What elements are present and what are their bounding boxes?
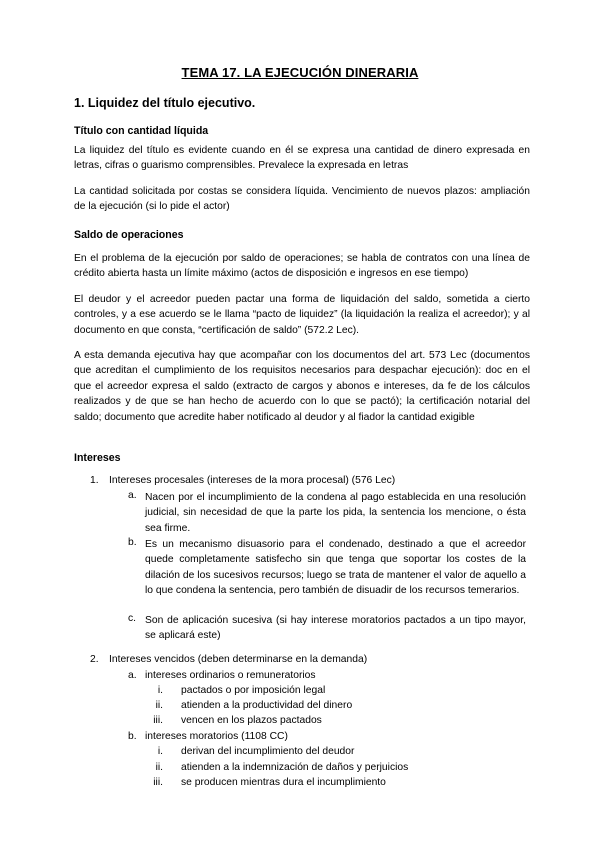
list-letter: b.	[128, 537, 137, 548]
list-letter: a.	[128, 490, 137, 501]
list-roman: iii.	[153, 715, 163, 726]
list-roman: i.	[157, 685, 163, 696]
list-item-intereses-vencidos: Intereses vencidos (deben determinarse en la demanda)	[109, 654, 368, 665]
list-item-ordinarios: intereses ordinarios o remuneratorios	[145, 670, 316, 681]
list-item-productividad: atienden a la productividad del dinero	[181, 700, 353, 711]
list-item-aplicacion: Son de aplicación sucesiva (si hay interese moratorios pactados a un tipo mayor, se aplicará este)	[145, 615, 526, 642]
paragraph-pacto-liquidez: El deudor y el acreedor pueden pactar una forma de liquidación del saldo, sometida a cierto controles, y a ese acuerdo se le llama “pacto de liquidez” (la liquidación la realiza el acreedor); y al documento en que consta, “certificación de saldo” (572.2 Lec).	[74, 294, 530, 336]
list-letter: a.	[128, 670, 137, 681]
section-heading-liquidez: 1. Liquidez del título ejecutivo.	[74, 96, 256, 110]
list-roman: iii.	[153, 777, 163, 788]
list-item-incumplimiento: se producen mientras dura el incumplimiento	[181, 777, 386, 788]
paragraph-liquidez-titulo: La liquidez del título es evidente cuando en él se expresa una cantidad de dinero expresada en letras, cifras o guarismo comprensibles. Prevalece la expresada en letras	[74, 145, 530, 172]
subheading-titulo-cantidad: Título con cantidad líquida	[74, 125, 209, 137]
list-item-mecanismo: Es un mecanismo disuasorio para el condenado, destinado a que el acreedor quede completamente satisfecho sin que tenga que soportar los costes de la dilación de los sucesivos recursos; luego se trata de mantener el valor de aquello a lo que condena la sentencia, pero también de disuadir de los recursos temerarios.	[145, 539, 526, 597]
paragraph-costas: La cantidad solicitada por costas se considera líquida. Vencimiento de nuevos plazos: ampliación de la ejecución (si lo pide el actor)	[74, 186, 530, 213]
list-number: 1.	[90, 475, 99, 486]
list-roman: ii.	[155, 700, 163, 711]
paragraph-saldo-problema: En el problema de la ejecución por saldo de operaciones; se habla de contratos con una línea de crédito abierta hasta un límite máximo (actos de disposición e ingresos en ese tiempo)	[74, 253, 530, 280]
list-letter: c.	[128, 613, 137, 624]
list-number: 2.	[90, 654, 99, 665]
document-title: TEMA 17. LA EJECUCIÓN DINERARIA	[181, 65, 419, 80]
list-item-derivan: derivan del incumplimiento del deudor	[181, 746, 355, 757]
list-letter: b.	[128, 731, 137, 742]
subheading-saldo: Saldo de operaciones	[74, 229, 184, 241]
list-item-intereses-procesales: Intereses procesales (intereses de la mora procesal) (576 Lec)	[109, 475, 396, 486]
paragraph-demanda-ejecutiva: A esta demanda ejecutiva hay que acompañar con los documentos del art. 573 Lec (documentos que acreditan el cumplimiento de los requisitos necesarios para despachar ejecución): doc en el que el acreedor expresa el saldo (extracto de cargos y abonos e intereses, da fe de los cálculos realizados y de que se han hecho de acuerdo con lo que se pactó); la certificación notarial del saldo; documento que acredite haber notificado al deudor y al fiador la cantidad exigible	[74, 350, 530, 423]
list-item-vencen: vencen en los plazos pactados	[181, 715, 322, 726]
list-roman: i.	[157, 746, 163, 757]
list-item-moratorios: intereses moratorios (1108 CC)	[145, 731, 288, 742]
list-item-indemnizacion: atienden a la indemnización de daños y perjuicios	[181, 762, 409, 773]
list-roman: ii.	[155, 762, 163, 773]
list-item-pactados: pactados o por imposición legal	[181, 685, 326, 696]
list-item-nacen: Nacen por el incumplimiento de la condena al pago establecida en una resolución judicial, sin necesidad de que la parte los pida, la sentencia los mencione, o ésta sea firme.	[145, 492, 526, 534]
subheading-intereses: Intereses	[74, 452, 121, 464]
